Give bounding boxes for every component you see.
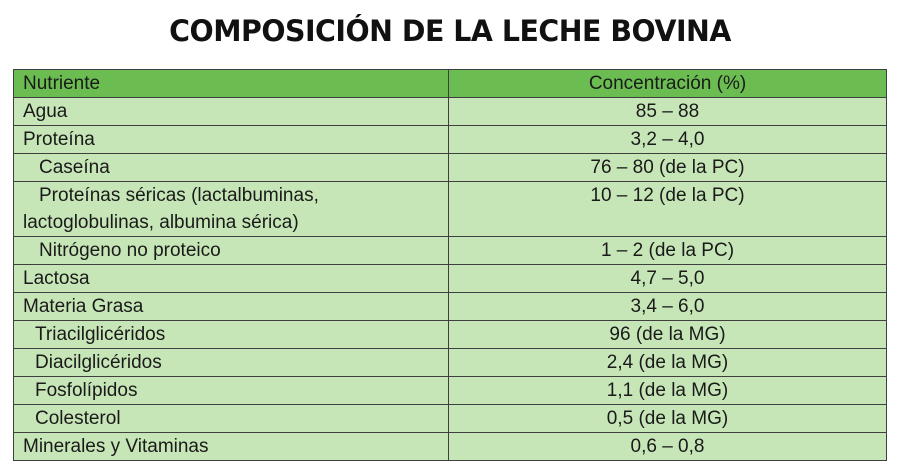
nutrient-cell: Materia Grasa [14,293,449,321]
concentration-cell: 1,1 (de la MG) [449,377,887,405]
column-header-nutrient: Nutriente [14,70,449,98]
page-title: COMPOSICIÓN DE LA LECHE BOVINA [169,14,731,48]
concentration-cell: 96 (de la MG) [449,321,887,349]
table-header-row [14,70,887,98]
table-row [14,377,887,405]
table-row [14,405,887,433]
table-row [14,154,887,182]
nutrient-cell: Caseína [14,154,449,182]
nutrient-cell: Agua [14,98,449,126]
nutrient-cell [14,182,449,237]
concentration-cell: 4,7 – 5,0 [449,265,887,293]
nutrient-text-line: lactoglobulinas, albumina sérica) [23,212,299,233]
table-row [14,265,887,293]
nutrient-cell: Colesterol [14,405,449,433]
concentration-cell: 10 – 12 (de la PC) [449,182,887,237]
table-row [14,237,887,265]
table-row [14,349,887,377]
nutrient-text-line: Proteínas séricas (lactalbuminas, [39,185,319,206]
table-row [14,433,887,461]
nutrient-cell: Lactosa [14,265,449,293]
table-row [14,182,887,237]
nutrient-cell: Minerales y Vitaminas [14,433,449,461]
concentration-cell: 76 – 80 (de la PC) [449,154,887,182]
table-row [14,98,887,126]
concentration-cell: 3,4 – 6,0 [449,293,887,321]
table-row [14,126,887,154]
nutrient-cell: Fosfolípidos [14,377,449,405]
nutrient-cell: Triacilglicéridos [14,321,449,349]
table-row [14,321,887,349]
concentration-cell: 2,4 (de la MG) [449,349,887,377]
nutrient-cell: Proteína [14,126,449,154]
concentration-cell: 85 – 88 [449,98,887,126]
column-header-concentration: Concentración (%) [449,70,887,98]
composition-table [13,69,887,461]
table-row [14,293,887,321]
concentration-cell: 0,5 (de la MG) [449,405,887,433]
nutrient-cell: Diacilglicéridos [14,349,449,377]
concentration-cell: 3,2 – 4,0 [449,126,887,154]
nutrient-cell: Nitrógeno no proteico [14,237,449,265]
concentration-cell: 1 – 2 (de la PC) [449,237,887,265]
concentration-cell: 0,6 – 0,8 [449,433,887,461]
